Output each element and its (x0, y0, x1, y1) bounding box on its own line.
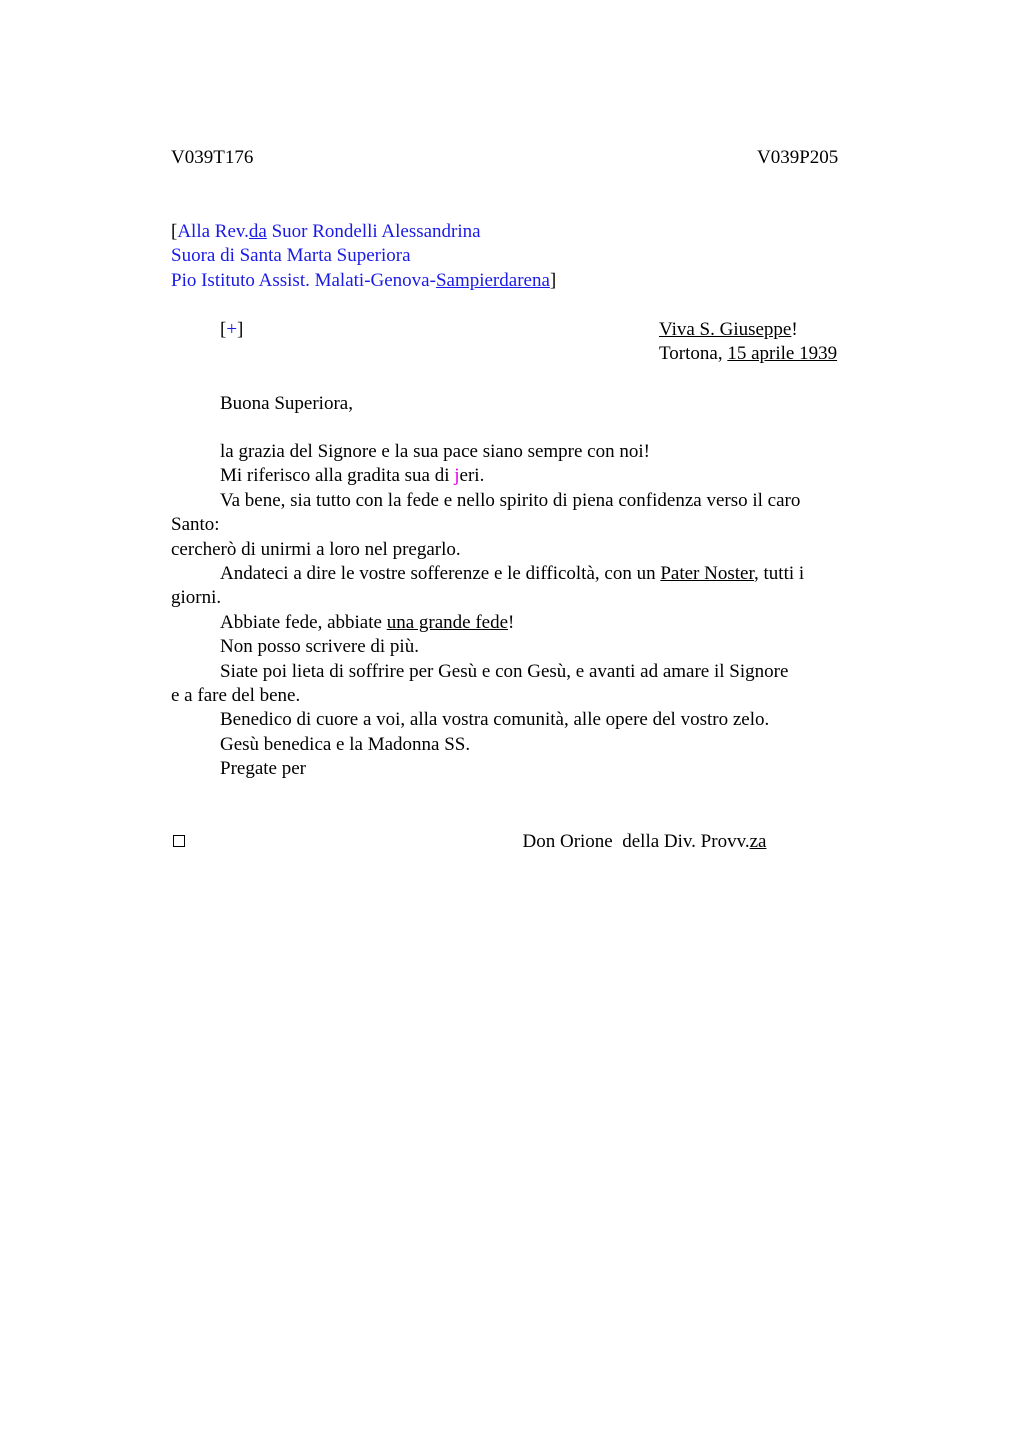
body-line: Va bene, sia tutto con la fede e nello spirito di piena confidenza verso il caro (220, 490, 801, 511)
cross-mark (220, 318, 243, 342)
end-marker-square-icon (173, 835, 185, 847)
pater-noster: Pater Noster (660, 563, 755, 584)
cross-open-bracket: [ (220, 319, 227, 340)
document-code-left: V039T176 (171, 147, 254, 168)
address-institute: Pio Istituto Assist. Malati-Genova- (171, 270, 436, 291)
body-line: la grazia del Signore e la sua pace siano sempre con noi! (220, 441, 650, 462)
emphasis-faith: una grande fede (386, 612, 509, 633)
body-line (220, 562, 804, 586)
invocation (659, 318, 798, 342)
body-line: Non posso scrivere di più. (220, 636, 419, 657)
cross-close-bracket: ] (237, 319, 244, 340)
body-line (220, 611, 514, 635)
address-title: Alla Rev. (177, 221, 249, 242)
editorial-correction: j (454, 465, 460, 486)
address-line-1 (171, 220, 481, 244)
body-line: giorni. (171, 587, 222, 608)
body-text: ! (508, 612, 515, 633)
body-text: Andateci a dire le vostre sofferenze e le difficoltà, con un (220, 563, 661, 584)
body-line: Siate poi lieta di soffrire per Gesù e con Gesù, e avanti ad amare il Signore (220, 661, 789, 682)
body-line: Pregate per (220, 758, 306, 779)
place-date (659, 342, 837, 366)
body-text: Mi riferisco alla gradita sua di (220, 465, 455, 486)
body-line: e a fare del bene. (171, 685, 301, 706)
signature-abbrev: za (749, 831, 767, 852)
address-close-bracket: ] (549, 270, 557, 291)
body-text: , tutti i (754, 563, 805, 584)
body-text: eri. (459, 465, 485, 486)
invocation-exclamation: ! (791, 319, 798, 340)
address-title-abbrev: da (248, 221, 267, 242)
address-recipient: Suor Rondelli Alessandrina (266, 221, 481, 242)
address-open-bracket: [ (171, 221, 178, 242)
body-line (220, 464, 484, 488)
address-line-3 (171, 269, 556, 293)
date: 15 aprile 1939 (727, 343, 838, 364)
body-line: cercherò di unirmi a loro nel pregarlo. (171, 539, 461, 560)
address-locality: Sampierdarena (435, 270, 550, 291)
salutation: Buona Superiora, (220, 393, 353, 414)
document-code-right: V039P205 (757, 147, 839, 168)
address-line-2: Suora di Santa Marta Superiora (171, 245, 411, 266)
signature-text: Don Orione della Div. Provv. (522, 831, 750, 852)
body-line: Santo: (171, 514, 220, 535)
place: Tortona, (659, 343, 728, 364)
body-line: Gesù benedica e la Madonna SS. (220, 734, 471, 755)
invocation-text: Viva S. Giuseppe (659, 319, 792, 340)
body-line: Benedico di cuore a voi, alla vostra comunità, alle opere del vostro zelo. (220, 709, 770, 730)
signature (513, 806, 766, 854)
body-text: Abbiate fede, abbiate (220, 612, 387, 633)
cross-icon: + (226, 319, 238, 340)
